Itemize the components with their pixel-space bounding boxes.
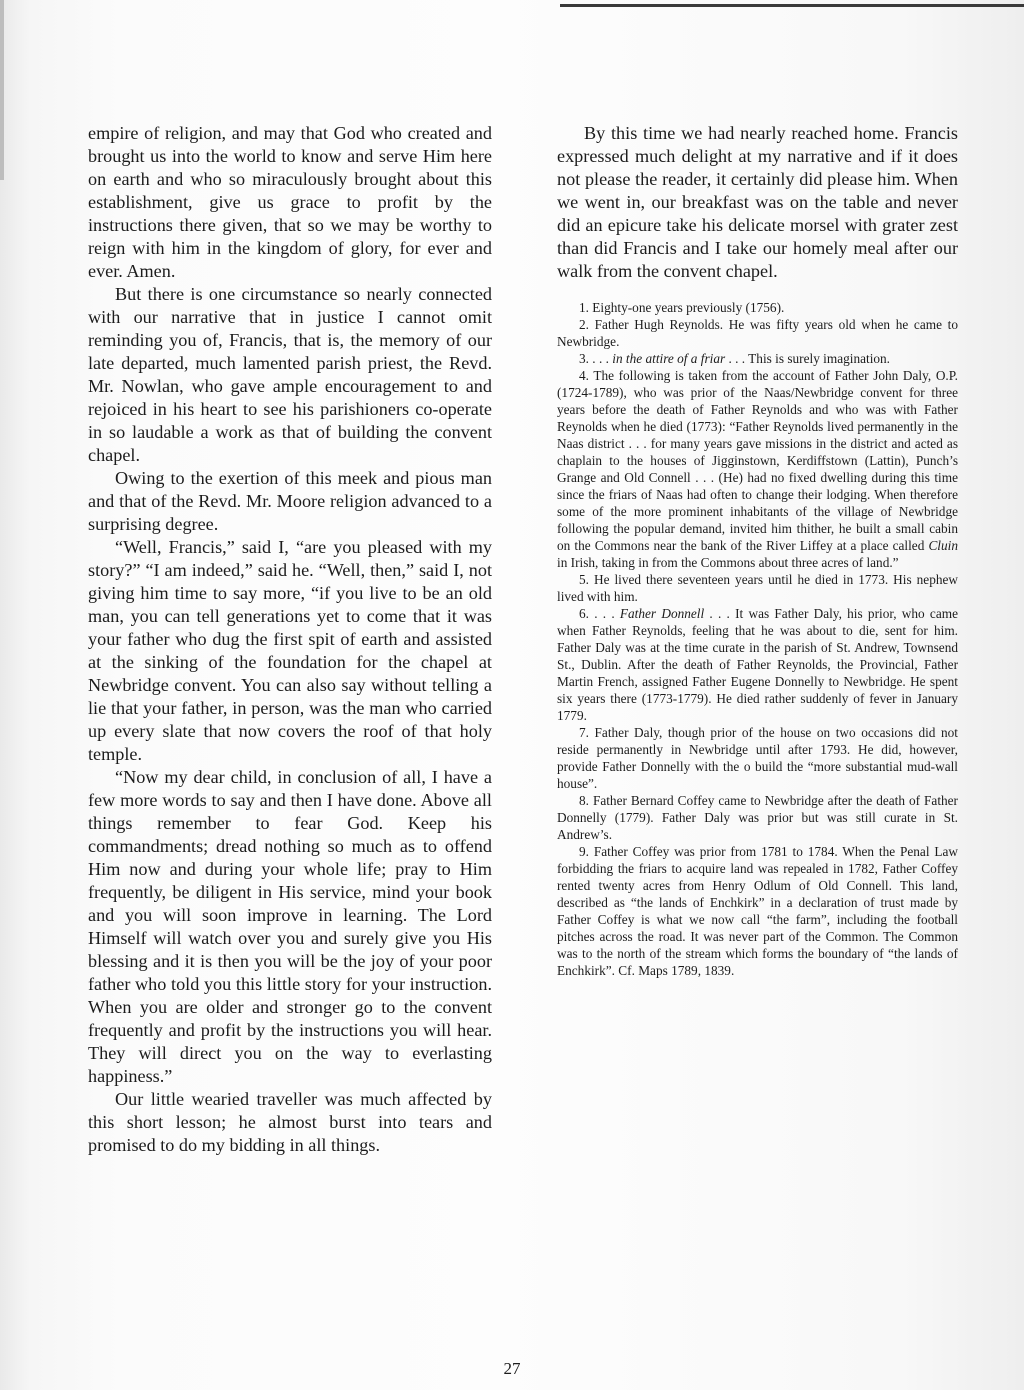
endnote-italic-text: Cluin	[928, 538, 958, 553]
endnote-1: 1. Eighty-one years previously (1756).	[579, 300, 785, 315]
endnote-2: 2. Father Hugh Reynolds. He was fifty years old when he came to Newbridge.	[557, 317, 958, 349]
endnote-text: in Irish, taking in from the Commons about three acres of land.”	[557, 555, 899, 570]
endnote-8: 8. Father Bernard Coffey came to Newbridge after the death of Father Donnelly (1779). Father Daly was prior but was still curate in St. Andrew’s.	[557, 793, 958, 842]
endnote-text: 3. . . .	[579, 351, 613, 366]
endnote-5: 5. He lived there seventeen years until he died in 1773. His nephew lived with him.	[557, 572, 958, 604]
endnote-6	[557, 605, 958, 724]
top-rule	[560, 4, 1024, 7]
paragraph: By this time we had nearly reached home. Francis expressed much delight at my narrative and if it does not please the reader, it certainly did please him. When we went in, our breakfast was on the table and never did an epicure take his delicate morsel with grater zest than did Francis and I take our homely meal after our walk from the convent chapel.	[557, 123, 958, 281]
paragraph: empire of religion, and may that God who created and brought us into the world to know and serve Him here on earth and who so miraculously brought about this establishment, give us grace to profit by the instructions there given, that so we may be worthy to reign with him in the kingdom of glory, for ever and ever. Amen.	[88, 123, 492, 281]
paragraph: Owing to the exertion of this meek and pious man and that of the Revd. Mr. Moore religion advanced to a surprising degree.	[88, 468, 492, 534]
endnote-4	[557, 367, 958, 571]
endnote-3	[557, 350, 958, 367]
paragraph: Our little wearied traveller was much affected by this short lesson; he almost burst into tears and promised to do my bidding in all things.	[88, 1089, 492, 1155]
endnote-italic-text: Father Donnell	[619, 606, 705, 621]
left-column	[88, 122, 492, 1157]
right-column	[557, 122, 958, 979]
page-number: 27	[503, 1359, 521, 1378]
paragraph: But there is one circumstance so nearly connected with our narrative that in justice I cannot omit reminding you of, Francis, that is, the memory of our late departed, much lamented parish priest, the Revd. Mr. Nowlan, who gave ample encouragement to and rejoiced in his heart to see his parishioners co-operate in so laudable a work as that of building the convent chapel.	[88, 284, 492, 465]
endnote-9: 9. Father Coffey was prior from 1781 to 1784. When the Penal Law forbidding the friars to acquire land was repealed in 1782, Father Coffey rented twenty acres from Henry Odlum of Old Connell. This land, described as “the lands of Enchkirk” in a declaration of trust made by Father Coffey is what we now call “the farm”, including the football pitches across the road. It was never part of the Common. The Common was to the north of the stream which forms the boundary of “the lands of Enchkirk”. Cf. Maps 1789, 1839.	[557, 844, 958, 978]
paragraph: “Well, Francis,” said I, “are you pleased with my story?” “I am indeed,” said he. “Well, then,” said I, not giving him time to say more, “if you live to be an old man, you can tell generations yet to come that it was your father who dug the first spit of earth and assisted at the sinking of the foundation for the chapel at Newbridge convent. You can also say without telling a lie that your father, in person, was the man who carried up every slate that now covers the roof of that holy temple.	[88, 537, 492, 764]
endnote-text: 6. . . .	[579, 606, 620, 621]
endnote-text: . . . This is surely imagination.	[725, 351, 891, 366]
paragraph: “Now my dear child, in conclusion of all, I have a few more words to say and then I have done. Above all things remember to fear God. Keep his commandments; dread nothing so much as to offend Him now and during your whole life; pray to Him frequently, be diligent in His service, mind your book and you will soon improve in learning. The Lord Himself will watch over you and surely give you His blessing and it is then you will be the joy of your poor father who told you this little story for your instruction. When you are older and stronger go to the convent frequently and profit by the instructions you will hear. They will direct you on the way to everlasting happiness.”	[88, 767, 492, 1086]
endnote-7: 7. Father Daly, though prior of the house on two occasions did not reside permanently in Newbridge until after 1793. He did, however, provide Father Donnelly with the o build the “more substantial mud-wall house”.	[557, 725, 958, 791]
endnote-text: . . . It was Father Daly, his prior, who came when Father Reynolds, feeling that he was about to die, sent for him. Father Daly was at the time curate in the parish of St. Andrew, Townsend St., Dublin. After the death of Father Reynolds, the Provincial, Father Martin French, assigned Father Eugene Donnelly to Newbridge. He spent six years there (1773-1779). He died rather suddenly of fever in January 1779.	[557, 606, 958, 723]
page-edge-shadow	[0, 0, 4, 180]
endnote-italic-text: in the attire of a friar	[612, 351, 726, 366]
endnotes	[557, 299, 958, 979]
endnote-text: 4. The following is taken from the account of Father John Daly, O.P. (1724-1789), who was prior of the Naas/Newbridge convent for three years before the death of Father Reynolds and who was with Father Reynolds when he died (1773): “Father Reynolds lived permanently in the Naas district . . . for many years gave missions in the district and acted as chaplain to the houses of Jigginstown, Kerdiffstown (Lattin), Punch’s Grange and Old Connell . . . (He) had no fixed dwelling during this time since the friars of Naas had often to change their lodging. When therefore some of the more prominent inhabitants of the village of Newbridge following the popular demand, invited him thither, he built a small cabin on the Commons near the bank of the River Liffey at a place called	[557, 368, 958, 553]
